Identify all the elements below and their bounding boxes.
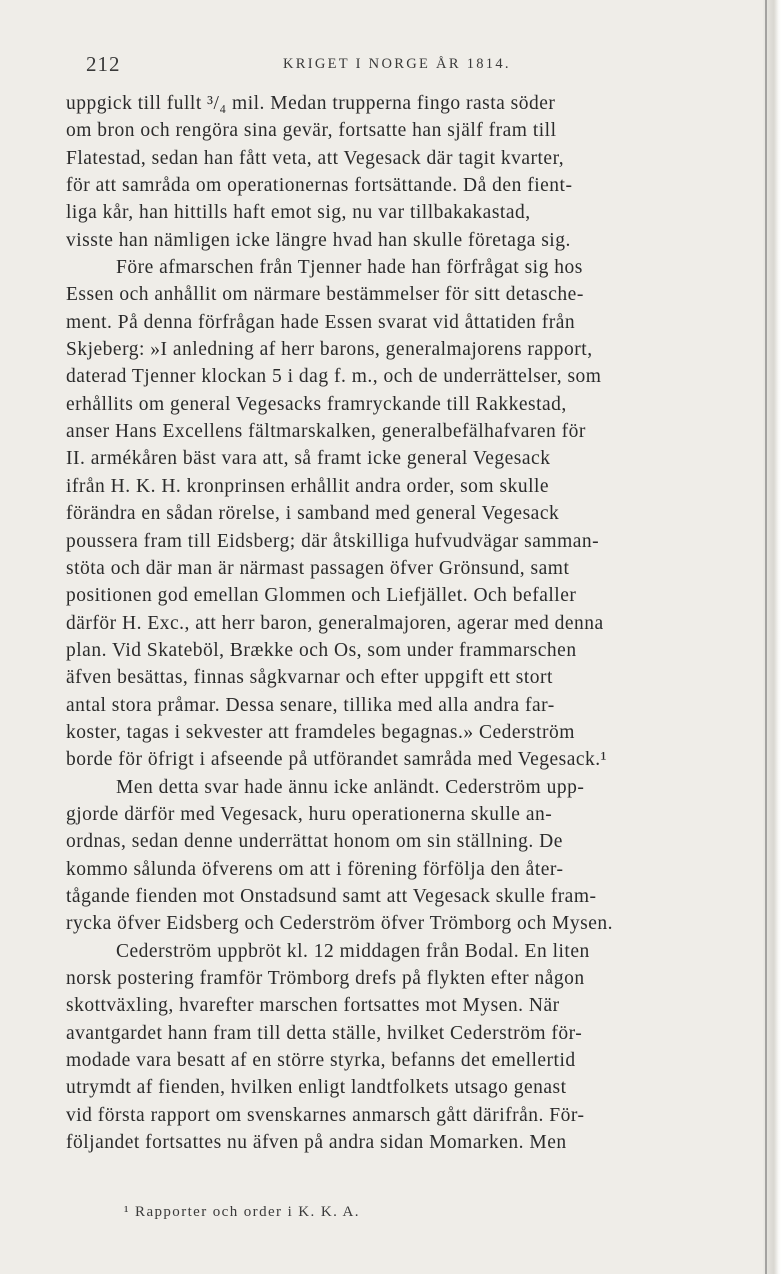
- text-line: norsk postering framför Trömborg drefs på flykten efter någon: [66, 968, 585, 989]
- text-line: skottväxling, hvarefter marschen fortsattes mot Mysen. När: [66, 995, 560, 1017]
- body-text: [66, 90, 756, 1156]
- running-title: KRIGET I NORGE ÅR 1814.: [283, 56, 511, 72]
- text-line: Men detta svar hade ännu icke anländt. Cederström upp-: [116, 776, 585, 798]
- text-line: äfven besättas, finnas sågkvarnar och efter uppgift ett stort: [66, 667, 553, 689]
- text-line: II. armékåren bäst vara att, så framt icke general Vegesack: [66, 448, 551, 470]
- text-line: vid första rapport om svenskarnes anmarsch gått därifrån. För-: [66, 1104, 585, 1126]
- text-line: kommo sålunda öfverens om att i förening förfölja den åter-: [66, 858, 564, 880]
- text-line: erhållits om general Vegesacks framryckande till Rakkestad,: [66, 393, 567, 415]
- text-line: positionen god emellan Glommen och Liefjället. Och befaller: [66, 585, 577, 607]
- text-line: borde för öfrigt i afseende på utförandet samråda med Vegesack.¹: [66, 749, 608, 771]
- text-line: visste han nämligen icke längre hvad han skulle företaga sig.: [66, 229, 571, 251]
- text-line: för att samråda om operationernas fortsättande. Då den fient-: [66, 175, 573, 197]
- text-line: Essen och anhållit om närmare bestämmelser för sitt detasche-: [66, 284, 584, 306]
- text-line: ordnas, sedan denne underrättat honom om sin ställning. De: [66, 831, 563, 853]
- text-line: liga kår, han hittills haft emot sig, nu var tillbakakastad,: [66, 202, 531, 224]
- text-line: ifrån H. K. H. kronprinsen erhållit andra order, som skulle: [66, 475, 550, 497]
- page-edge-line: [765, 0, 767, 1274]
- footnote: ¹ Rapporter och order i K. K. A.: [124, 1204, 360, 1220]
- text-line: Före afmarschen från Tjenner hade han förfrågat sig hos: [116, 257, 583, 279]
- text-line: om bron och rengöra sina gevär, fortsatte han själf fram till: [66, 120, 557, 142]
- page-header: [86, 52, 726, 82]
- text-line: följandet fortsattes nu äfven på andra sidan Momarken. Men: [66, 1132, 567, 1154]
- text-line: modade vara besatt af en större styrka, befanns det emellertid: [66, 1050, 576, 1072]
- text-line: plan. Vid Skateböl, Brække och Os, som under frammarschen: [66, 639, 577, 661]
- text-line: tågande fienden mot Onstadsund samt att Vegesack skulle fram-: [66, 885, 597, 907]
- text-line: anser Hans Excellens fältmarskalken, generalbefälhafvaren för: [66, 421, 586, 443]
- text-line: Skjeberg: »I anledning af herr barons, generalmajorens rapport,: [66, 339, 593, 361]
- text-line: avantgardet hann fram till detta ställe, hvilket Cederström för-: [66, 1022, 583, 1044]
- text-line: koster, tagas i sekvester att framdeles begagnas.» Cederström: [66, 721, 575, 743]
- text-line: stöta och där man är närmast passagen öfver Grönsund, samt: [66, 557, 570, 579]
- text-line: uppgick till fullt ³/₄ mil. Medan trupperna fingo rasta söder: [66, 93, 556, 114]
- text-line: rycka öfver Eidsberg och Cederström öfver Trömborg och Mysen.: [66, 913, 613, 935]
- text-line: gjorde därför med Vegesack, huru operationerna skulle an-: [66, 803, 553, 825]
- text-line: Cederström uppbröt kl. 12 middagen från Bodal. En liten: [116, 940, 590, 962]
- text-line: Flatestad, sedan han fått veta, att Vegesack där tagit kvarter,: [66, 147, 565, 169]
- text-line: poussera fram till Eidsberg; där åtskilliga hufvudvägar samman-: [66, 530, 600, 552]
- text-line: ment. På denna förfrågan hade Essen svarat vid åttatiden från: [66, 311, 576, 333]
- text-line: utrymdt af fienden, hvilken enligt landtfolkets utsago genast: [66, 1077, 567, 1099]
- page-number: 212: [86, 52, 121, 76]
- text-line: daterad Tjenner klockan 5 i dag f. m., och de underrättelser, som: [66, 366, 602, 388]
- text-line: därför H. Exc., att herr baron, generalmajoren, agerar med denna: [66, 612, 604, 634]
- text-line: förändra en sådan rörelse, i samband med general Vegesack: [66, 503, 560, 525]
- text-line: antal stora pråmar. Dessa senare, tillika med alla andra far-: [66, 694, 555, 716]
